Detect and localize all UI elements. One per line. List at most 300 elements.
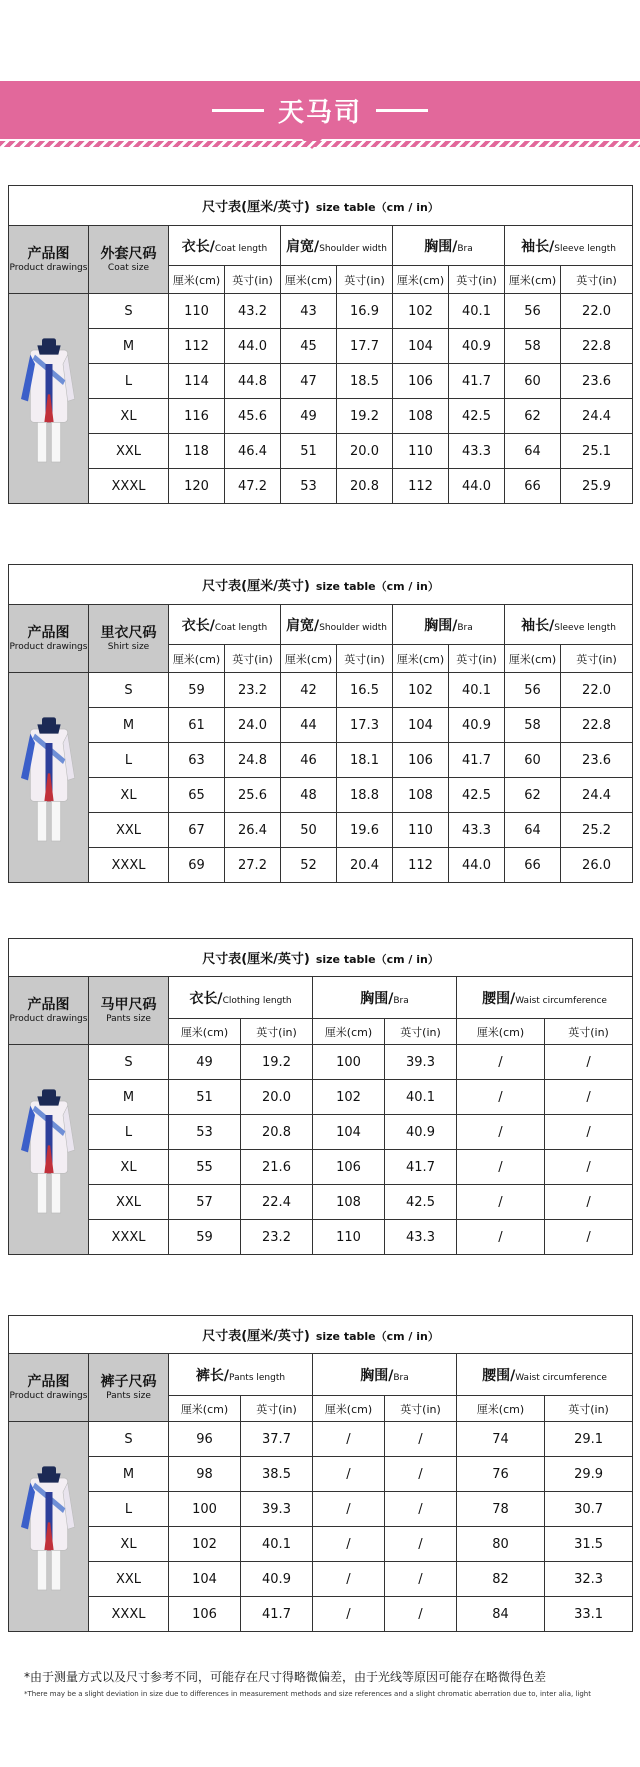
product-header-zh: 产品图 — [27, 996, 70, 1013]
value-cell: 49 — [281, 399, 337, 434]
value-cell: 19.2 — [241, 1045, 313, 1080]
value-cell: 43.3 — [449, 813, 505, 848]
value-cell: 20.0 — [241, 1080, 313, 1115]
product-header-en: Product drawings — [9, 641, 88, 652]
value-cell: 40.9 — [449, 329, 505, 364]
size-type-zh: 里衣尺码 — [100, 624, 157, 641]
measure-header-zh: 衣长/ — [189, 990, 223, 1007]
value-cell: / — [457, 1220, 545, 1255]
value-cell: 62 — [505, 399, 561, 434]
size-table-4 — [8, 1315, 633, 1632]
value-cell: 58 — [505, 329, 561, 364]
value-cell: 102 — [169, 1527, 241, 1562]
size-type-en: Coat size — [107, 262, 150, 273]
table-title — [9, 565, 633, 605]
table-row — [9, 743, 633, 778]
size-label: XXL — [89, 813, 169, 848]
product-header-en: Product drawings — [9, 1013, 88, 1024]
costume-figure-icon — [9, 314, 88, 484]
unit-cm: 厘米(cm) — [281, 266, 337, 294]
measure-header-en: Clothing length — [222, 995, 292, 1006]
value-cell: 45 — [281, 329, 337, 364]
value-cell: 33.1 — [545, 1597, 633, 1632]
value-cell: 44 — [281, 708, 337, 743]
value-cell: 16.9 — [337, 294, 393, 329]
value-cell: 21.6 — [241, 1150, 313, 1185]
value-cell: 108 — [313, 1185, 385, 1220]
unit-cm: 厘米(cm) — [313, 1396, 385, 1422]
unit-in: 英寸(in) — [385, 1019, 457, 1045]
table-title — [9, 1316, 633, 1354]
value-cell: 100 — [169, 1492, 241, 1527]
size-label: XL — [89, 778, 169, 813]
measure-header-en: Coat length — [214, 243, 268, 254]
value-cell: / — [313, 1597, 385, 1632]
table-row — [9, 1562, 633, 1597]
value-cell: 110 — [169, 294, 225, 329]
value-cell: 65 — [169, 778, 225, 813]
product-image — [9, 1045, 89, 1255]
measure-header-zh: 衣长/ — [181, 238, 215, 255]
value-cell: 22.4 — [241, 1185, 313, 1220]
costume-figure-svg — [14, 1065, 84, 1235]
product-image — [9, 1422, 89, 1632]
value-cell: 44.0 — [449, 848, 505, 883]
table-title — [9, 939, 633, 977]
size-label: XXL — [89, 1562, 169, 1597]
value-cell: / — [313, 1422, 385, 1457]
value-cell: 20.4 — [337, 848, 393, 883]
measure-header-en: Waist circumference — [515, 995, 607, 1006]
value-cell: 106 — [169, 1597, 241, 1632]
value-cell: 64 — [505, 813, 561, 848]
table-title-zh: 尺寸表(厘米/英寸) — [202, 200, 310, 215]
size-table-3 — [8, 938, 633, 1255]
value-cell: 76 — [457, 1457, 545, 1492]
table-row — [9, 1422, 633, 1457]
value-cell: 32.3 — [545, 1562, 633, 1597]
value-cell: 60 — [505, 364, 561, 399]
banner-stripe — [0, 141, 640, 147]
title-dash-left — [212, 109, 264, 112]
table-title-en: size table（cm / in） — [315, 201, 439, 214]
unit-in: 英寸(in) — [561, 645, 633, 673]
table-row — [9, 1527, 633, 1562]
measure-header — [281, 605, 393, 645]
value-cell: 39.3 — [385, 1045, 457, 1080]
product-image — [9, 673, 89, 883]
size-type-header — [89, 1354, 169, 1422]
size-label: L — [89, 1115, 169, 1150]
measure-header-en: Waist circumference — [515, 1372, 607, 1383]
value-cell: / — [385, 1562, 457, 1597]
value-cell: 19.6 — [337, 813, 393, 848]
value-cell: 38.5 — [241, 1457, 313, 1492]
value-cell: / — [457, 1185, 545, 1220]
measure-header-en: Shoulder width — [319, 243, 387, 254]
note-en: *There may be a slight deviation in size due to differences in measurement methods and size references and a slight chromatic aberration due to, inter alia, light — [24, 1690, 591, 1698]
size-table-1 — [8, 185, 633, 504]
unit-in: 英寸(in) — [545, 1396, 633, 1422]
value-cell: 118 — [169, 434, 225, 469]
value-cell: 56 — [505, 673, 561, 708]
value-cell: 25.2 — [561, 813, 633, 848]
value-cell: 40.1 — [449, 294, 505, 329]
unit-in: 英寸(in) — [241, 1019, 313, 1045]
size-label: XXXL — [89, 469, 169, 504]
value-cell: 44.0 — [449, 469, 505, 504]
value-cell: 112 — [393, 469, 449, 504]
size-label: L — [89, 743, 169, 778]
measure-header-zh: 腰围/ — [482, 1367, 516, 1384]
value-cell: 98 — [169, 1457, 241, 1492]
value-cell: 27.2 — [225, 848, 281, 883]
measure-header — [457, 977, 633, 1019]
value-cell: / — [545, 1080, 633, 1115]
size-label: XXXL — [89, 1220, 169, 1255]
unit-cm: 厘米(cm) — [505, 645, 561, 673]
value-cell: 66 — [505, 848, 561, 883]
value-cell: 61 — [169, 708, 225, 743]
value-cell: 40.1 — [385, 1080, 457, 1115]
value-cell: 20.0 — [337, 434, 393, 469]
unit-cm: 厘米(cm) — [169, 266, 225, 294]
value-cell: / — [385, 1457, 457, 1492]
unit-cm: 厘米(cm) — [169, 1396, 241, 1422]
measure-header — [169, 1354, 313, 1396]
page-title: 天马司 — [277, 97, 362, 128]
table-title-zh: 尺寸表(厘米/英寸) — [202, 952, 310, 967]
table-row — [9, 1492, 633, 1527]
value-cell: 46 — [281, 743, 337, 778]
value-cell: / — [385, 1527, 457, 1562]
table-row — [9, 329, 633, 364]
value-cell: 120 — [169, 469, 225, 504]
banner-title-row — [0, 81, 640, 139]
value-cell: 17.7 — [337, 329, 393, 364]
table-row — [9, 778, 633, 813]
value-cell: / — [457, 1150, 545, 1185]
value-cell: 25.1 — [561, 434, 633, 469]
value-cell: 104 — [393, 708, 449, 743]
table-title-zh: 尺寸表(厘米/英寸) — [202, 1329, 310, 1344]
value-cell: 106 — [393, 743, 449, 778]
size-type-en: Pants size — [106, 1390, 151, 1401]
measure-header — [505, 605, 633, 645]
measure-header-zh: 腰围/ — [482, 990, 516, 1007]
value-cell: 37.7 — [241, 1422, 313, 1457]
product-drawing-header — [9, 1354, 89, 1422]
product-drawing-header — [9, 977, 89, 1045]
size-table-2 — [8, 564, 633, 883]
costume-figure-svg — [14, 693, 84, 863]
value-cell: 42 — [281, 673, 337, 708]
measure-header — [505, 226, 633, 266]
value-cell: 17.3 — [337, 708, 393, 743]
value-cell: 29.9 — [545, 1457, 633, 1492]
header-banner — [0, 81, 640, 139]
value-cell: 116 — [169, 399, 225, 434]
value-cell: 24.4 — [561, 778, 633, 813]
value-cell: 40.9 — [385, 1115, 457, 1150]
unit-cm: 厘米(cm) — [393, 645, 449, 673]
value-cell: 24.8 — [225, 743, 281, 778]
value-cell: 58 — [505, 708, 561, 743]
value-cell: 16.5 — [337, 673, 393, 708]
value-cell: 59 — [169, 1220, 241, 1255]
value-cell: / — [385, 1492, 457, 1527]
measure-header — [393, 605, 505, 645]
unit-cm: 厘米(cm) — [281, 645, 337, 673]
value-cell: 43.2 — [225, 294, 281, 329]
table-row — [9, 1185, 633, 1220]
table-row — [9, 1115, 633, 1150]
value-cell: 26.0 — [561, 848, 633, 883]
note-zh: *由于测量方式以及尺寸参考不同，可能存在尺寸得略微偏差，由于光线等原因可能存在略微得色差 — [24, 1670, 547, 1684]
measure-header — [169, 977, 313, 1019]
value-cell: 53 — [281, 469, 337, 504]
table-row — [9, 1080, 633, 1115]
unit-in: 英寸(in) — [545, 1019, 633, 1045]
unit-cm: 厘米(cm) — [393, 266, 449, 294]
value-cell: 23.2 — [241, 1220, 313, 1255]
measure-header-zh: 胸围/ — [424, 617, 458, 634]
costume-figure-svg — [14, 314, 84, 484]
measure-header-zh: 胸围/ — [360, 1367, 394, 1384]
size-label: XL — [89, 1527, 169, 1562]
value-cell: 43.3 — [385, 1220, 457, 1255]
value-cell: 30.7 — [545, 1492, 633, 1527]
value-cell: 47 — [281, 364, 337, 399]
size-type-header — [89, 605, 169, 673]
costume-figure-icon — [9, 1065, 88, 1235]
table-title-en: size table（cm / in） — [315, 1330, 439, 1343]
value-cell: 40.1 — [241, 1527, 313, 1562]
value-cell: 53 — [169, 1115, 241, 1150]
value-cell: 40.9 — [449, 708, 505, 743]
measure-header-en: Bra — [393, 1372, 409, 1383]
measure-header — [313, 1354, 457, 1396]
value-cell: 41.7 — [385, 1150, 457, 1185]
table-row — [9, 294, 633, 329]
table-title — [9, 186, 633, 226]
value-cell: 51 — [169, 1080, 241, 1115]
value-cell: 114 — [169, 364, 225, 399]
size-type-zh: 马甲尺码 — [100, 996, 157, 1013]
product-header-zh: 产品图 — [27, 624, 70, 641]
value-cell: / — [385, 1597, 457, 1632]
measure-header-zh: 肩宽/ — [286, 617, 320, 634]
value-cell: 31.5 — [545, 1527, 633, 1562]
value-cell: 59 — [169, 673, 225, 708]
unit-in: 英寸(in) — [449, 645, 505, 673]
value-cell: 74 — [457, 1422, 545, 1457]
value-cell: 29.1 — [545, 1422, 633, 1457]
table-row — [9, 1220, 633, 1255]
value-cell: 82 — [457, 1562, 545, 1597]
size-label: M — [89, 329, 169, 364]
value-cell: 18.5 — [337, 364, 393, 399]
value-cell: / — [313, 1492, 385, 1527]
value-cell: 106 — [393, 364, 449, 399]
product-header-en: Product drawings — [9, 1390, 88, 1401]
value-cell: 64 — [505, 434, 561, 469]
unit-in: 英寸(in) — [337, 266, 393, 294]
table-row — [9, 813, 633, 848]
value-cell: 22.8 — [561, 708, 633, 743]
value-cell: 110 — [393, 434, 449, 469]
value-cell: 104 — [393, 329, 449, 364]
value-cell: 48 — [281, 778, 337, 813]
value-cell: / — [545, 1115, 633, 1150]
measure-header — [457, 1354, 633, 1396]
value-cell: 25.6 — [225, 778, 281, 813]
value-cell: 102 — [393, 294, 449, 329]
value-cell: / — [313, 1562, 385, 1597]
value-cell: 39.3 — [241, 1492, 313, 1527]
size-label: XL — [89, 399, 169, 434]
value-cell: 50 — [281, 813, 337, 848]
costume-figure-icon — [9, 1442, 88, 1612]
value-cell: 20.8 — [241, 1115, 313, 1150]
value-cell: 84 — [457, 1597, 545, 1632]
value-cell: / — [457, 1080, 545, 1115]
value-cell: 40.1 — [449, 673, 505, 708]
size-label: XXXL — [89, 848, 169, 883]
value-cell: / — [545, 1045, 633, 1080]
table-row — [9, 708, 633, 743]
table-row — [9, 1457, 633, 1492]
value-cell: 20.8 — [337, 469, 393, 504]
measure-header-zh: 肩宽/ — [286, 238, 320, 255]
value-cell: 42.5 — [449, 778, 505, 813]
value-cell: 23.6 — [561, 364, 633, 399]
unit-cm: 厘米(cm) — [505, 266, 561, 294]
value-cell: 102 — [393, 673, 449, 708]
size-label: S — [89, 1045, 169, 1080]
size-label: XXL — [89, 1185, 169, 1220]
value-cell: 42.5 — [449, 399, 505, 434]
value-cell: / — [545, 1150, 633, 1185]
value-cell: 22.0 — [561, 673, 633, 708]
value-cell: 44.8 — [225, 364, 281, 399]
size-label: S — [89, 294, 169, 329]
value-cell: 66 — [505, 469, 561, 504]
value-cell: / — [385, 1422, 457, 1457]
size-label: S — [89, 1422, 169, 1457]
size-type-header — [89, 977, 169, 1045]
size-type-header — [89, 226, 169, 294]
value-cell: 55 — [169, 1150, 241, 1185]
value-cell: 110 — [393, 813, 449, 848]
value-cell: 24.0 — [225, 708, 281, 743]
title-dash-right — [376, 109, 428, 112]
table-row — [9, 673, 633, 708]
value-cell: 24.4 — [561, 399, 633, 434]
value-cell: 22.0 — [561, 294, 633, 329]
value-cell: / — [457, 1045, 545, 1080]
value-cell: 96 — [169, 1422, 241, 1457]
size-label: L — [89, 1492, 169, 1527]
value-cell: 41.7 — [241, 1597, 313, 1632]
table-title-zh: 尺寸表(厘米/英寸) — [202, 579, 310, 594]
value-cell: / — [313, 1527, 385, 1562]
measure-header-en: Coat length — [214, 622, 268, 633]
unit-cm: 厘米(cm) — [457, 1396, 545, 1422]
value-cell: 52 — [281, 848, 337, 883]
measure-header-en: Shoulder width — [319, 622, 387, 633]
table-row — [9, 1597, 633, 1632]
table-row — [9, 1045, 633, 1080]
size-type-zh: 外套尺码 — [100, 245, 157, 262]
product-drawing-header — [9, 605, 89, 673]
table-row — [9, 469, 633, 504]
measure-header-en: Sleeve length — [554, 243, 616, 254]
value-cell: 112 — [393, 848, 449, 883]
value-cell: 23.2 — [225, 673, 281, 708]
measure-header-en: Bra — [393, 995, 409, 1006]
measure-header-zh: 胸围/ — [424, 238, 458, 255]
size-label: M — [89, 1080, 169, 1115]
product-header-zh: 产品图 — [27, 245, 70, 262]
size-label: L — [89, 364, 169, 399]
size-label: M — [89, 1457, 169, 1492]
size-type-zh: 裤子尺码 — [100, 1373, 157, 1390]
unit-in: 英寸(in) — [561, 266, 633, 294]
value-cell: 80 — [457, 1527, 545, 1562]
size-label: XXXL — [89, 1597, 169, 1632]
product-drawing-header — [9, 226, 89, 294]
value-cell: 18.8 — [337, 778, 393, 813]
measure-header — [393, 226, 505, 266]
value-cell: / — [457, 1115, 545, 1150]
table-title-en: size table（cm / in） — [315, 953, 439, 966]
unit-in: 英寸(in) — [337, 645, 393, 673]
value-cell: 106 — [313, 1150, 385, 1185]
size-label: XXL — [89, 434, 169, 469]
unit-cm: 厘米(cm) — [313, 1019, 385, 1045]
size-label: XL — [89, 1150, 169, 1185]
product-header-en: Product drawings — [9, 262, 88, 273]
size-label: S — [89, 673, 169, 708]
value-cell: 57 — [169, 1185, 241, 1220]
value-cell: 43 — [281, 294, 337, 329]
value-cell: 104 — [169, 1562, 241, 1597]
unit-in: 英寸(in) — [385, 1396, 457, 1422]
measure-header-en: Bra — [457, 622, 473, 633]
value-cell: 78 — [457, 1492, 545, 1527]
value-cell: 45.6 — [225, 399, 281, 434]
table-title-en: size table（cm / in） — [315, 580, 439, 593]
costume-figure-svg — [14, 1442, 84, 1612]
value-cell: 40.9 — [241, 1562, 313, 1597]
unit-in: 英寸(in) — [225, 266, 281, 294]
measure-header-en: Sleeve length — [554, 622, 616, 633]
table-row — [9, 399, 633, 434]
table-row — [9, 848, 633, 883]
value-cell: 25.9 — [561, 469, 633, 504]
unit-cm: 厘米(cm) — [457, 1019, 545, 1045]
table-row — [9, 364, 633, 399]
measure-header-zh: 袖长/ — [521, 617, 555, 634]
value-cell: 100 — [313, 1045, 385, 1080]
unit-in: 英寸(in) — [225, 645, 281, 673]
value-cell: 51 — [281, 434, 337, 469]
value-cell: 60 — [505, 743, 561, 778]
value-cell: 41.7 — [449, 743, 505, 778]
value-cell: 42.5 — [385, 1185, 457, 1220]
value-cell: 47.2 — [225, 469, 281, 504]
